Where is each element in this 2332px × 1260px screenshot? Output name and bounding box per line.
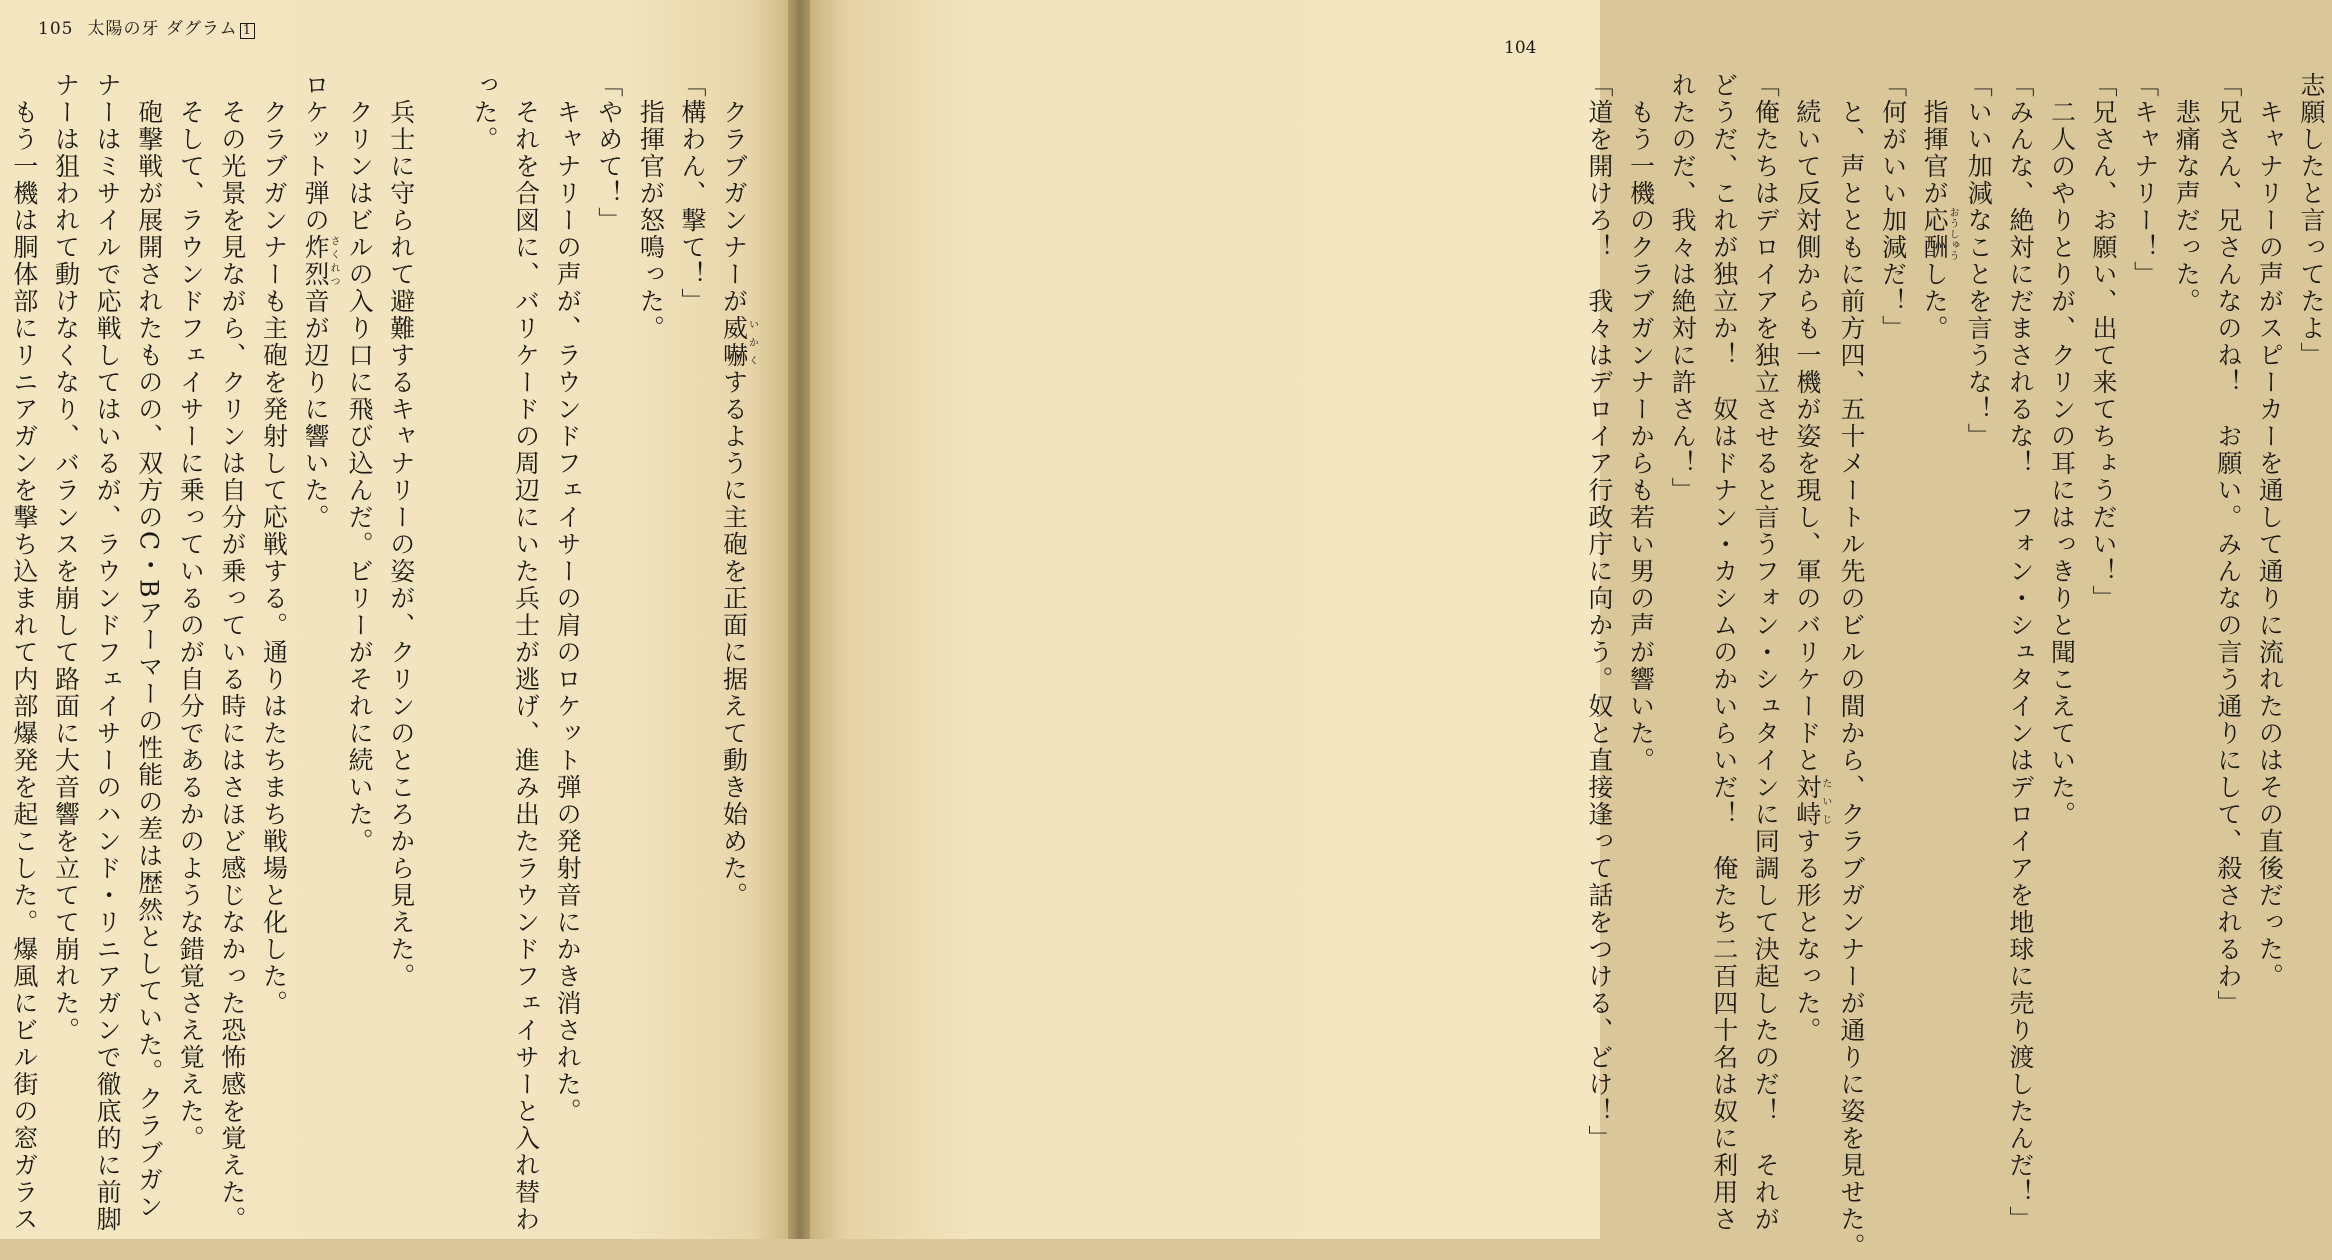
text-line: と、声とともに前方四、五十メートル先のビルの間から、クラブガンナーが通りに姿を見せた。 [1836,72,1866,1260]
book-gutter [788,0,812,1239]
text-line: 「何がいい加減だ！」 [1878,72,1908,342]
text-line: ロケット弾の炸烈さくれつ音が辺りに響いた。 [301,72,340,531]
text-line: もう一機のクラブガンナーからも若い男の声が響いた。 [1626,72,1656,774]
text-line: キャナリーの声が、ラウンドフェイサーの肩のロケット弾の発射音にかき消された。 [553,72,583,1125]
left-page [0,0,790,1239]
text-line: った。 [469,72,499,153]
text-line: クラブガンナーも主砲を発射して応戦する。通りはたちまち戦場と化した。 [259,72,289,1017]
text-line: ナーはミサイルで応戦してはいるが、ラウンドフェイサーのハンド・リニアガンで徹底的に前脚 [93,72,123,1233]
text-line: そして、ラウンドフェイサーに乗っているのが自分であるかのような錯覚さえ覚えた。 [176,72,206,1152]
furigana: さくれつ [328,234,340,288]
text-line: 「道を開けろ！ 我々はデロイア行政庁に向かう。奴と直接逢って話をつける、どけ！」 [1584,72,1614,1152]
furigana: いかく [746,315,758,369]
text-line: 「構わん、撃て！」 [677,72,707,315]
text-line: 「みんな、絶対にだまされるな！ フォン・シュタインはデロイアを地球に売り渡したんだ！」 [2005,72,2035,1233]
text-line: もう一機は胴体部にリニアガンを撃ち込まれて内部爆発を起こした。爆風にビル街の窓ガラス [9,72,39,1233]
text-line: 志願したと言ってたよ」 [2297,72,2326,369]
text-line: 「キャナリー！」 [2130,72,2160,288]
text-line: 続いて反対側からも一機が姿を現し、軍のバリケードと対峙たいじする形となった。 [1792,72,1831,1044]
text-line: その光景を見ながら、クリンは自分が乗っている時にはさほど感じなかった恐怖感を覚えた。 [217,72,247,1233]
text-line: 悲痛な声だった。 [2172,72,2202,315]
text-line: 指揮官が怒鳴った。 [636,72,666,342]
text-line: それを合図に、バリケードの周辺にいた兵士が逃げ、進み出たラウンドフェイサーと入れ替わ [511,72,541,1233]
text-line: 砲撃戦が展開されたものの、双方のC・Bアーマーの性能の差は歴然としていた。クラブガン [134,72,164,1221]
text-line: クリンはビルの入り口に飛び込んだ。ビリーがそれに続いた。 [345,72,375,855]
running-header [38,14,255,39]
right-page [810,0,2326,1260]
book-title: 太陽の牙 ダグラム [87,19,238,39]
text-line: れたのだ、我々は絶対に許さん！」 [1668,72,1698,504]
text-line: 指揮官が応酬おうしゅうした。 [1920,72,1959,342]
text-line: 「やめて！」 [594,72,624,234]
text-line: ナーは狙われて動けなくなり、バランスを崩して路面に大音響を立てて崩れた。 [51,72,81,1044]
text-line: 「俺たちはデロイアを独立させると言うフォン・シュタインに同調して決起したのだ！ それが [1751,72,1781,1233]
text-line: キャナリーの声がスピーカーを通して通りに流れたのはその直後だった。 [2255,72,2285,990]
text-line [422,72,464,1212]
text-line: どうだ、これが独立か！ 奴はドナン・カシムのかいらいだ！ 俺たち二百四十名は奴に利用さ [1709,72,1739,1233]
page-number-left: 105 [38,19,74,39]
text-line: 「兄さん、お願い、出て来てちょうだい！」 [2089,72,2119,612]
right-page-text [1584,72,2332,1260]
left-page-text [9,72,758,1233]
text-line: 兵士に守られて避難するキャナリーの姿が、クリンのところから見えた。 [386,72,416,990]
text-line: 「いい加減なことを言うな！」 [1964,72,1994,450]
page-number-right: 104 [1504,38,1537,58]
furigana: おうしゅう [1947,207,1959,261]
text-line: 「兄さん、兄さんなのね！ お願い。みんなの言う通りにして、殺されるわ」 [2213,72,2243,1017]
text-line: 二人のやりとりが、クリンの耳にはっきりと聞こえていた。 [2047,72,2077,828]
text-line: クラブガンナーが威嚇いかくするように主砲を正面に据えて動き始めた。 [719,72,758,909]
volume-number: 1 [240,23,255,39]
furigana: たいじ [1819,774,1831,828]
